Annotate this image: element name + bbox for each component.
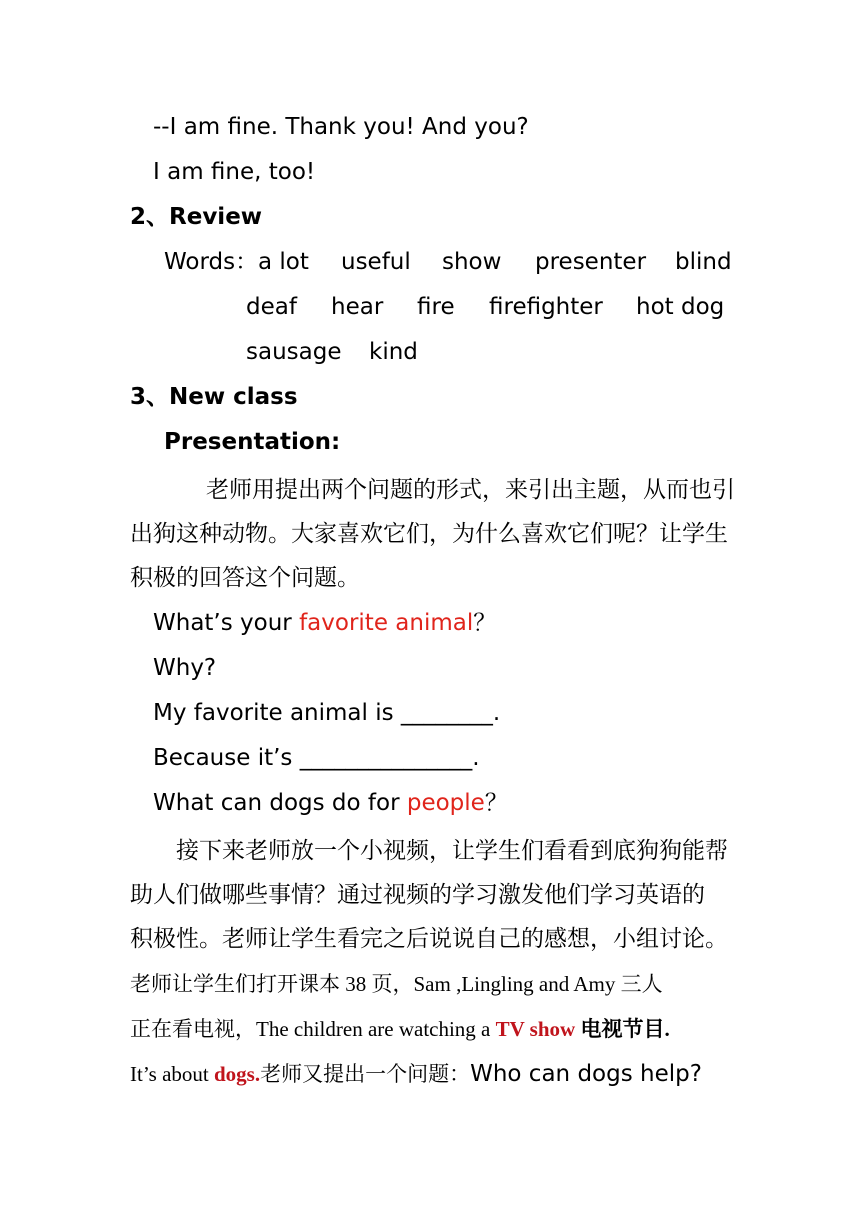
para3-question: Who can dogs help? xyxy=(470,1061,702,1087)
para2-line-2: 助人们做哪些事情？通过视频的学习激发他们学习英语的 xyxy=(130,882,705,908)
greeting-line-2: I am fine, too! xyxy=(153,159,316,185)
para1-line-1: 老师用提出两个问题的形式，来引出主题，从而也引 xyxy=(206,477,735,503)
question-text: What can dogs do for xyxy=(153,790,407,816)
word: blind xyxy=(675,249,732,275)
word: presenter xyxy=(535,249,647,275)
para1-line-3: 积极的回答这个问题。 xyxy=(130,565,360,591)
word: hear xyxy=(331,294,384,320)
para3-line-1: 老师让学生们打开课本 38 页，Sam ,Lingling and Amy 三人 xyxy=(130,972,663,996)
para3-line-3 xyxy=(130,1059,702,1089)
word: sausage xyxy=(246,339,342,365)
para3-text: It’s about xyxy=(130,1062,214,1086)
question-mark: ？ xyxy=(473,610,497,636)
para2-line-1: 接下来老师放一个小视频，让学生们看看到底狗狗能帮 xyxy=(176,838,728,864)
para3-text: 电视节目. xyxy=(575,1017,670,1041)
highlight-text: people xyxy=(406,790,485,816)
para2-line-3: 积极性。老师让学生看完之后说说自己的感想，小组讨论。 xyxy=(130,926,728,952)
question-mark: ？ xyxy=(484,790,508,816)
para3-text: 正在看电视，The children are watching a xyxy=(130,1017,496,1041)
word: fire xyxy=(417,294,455,320)
sentence-frame-2: Because it’s _______________. xyxy=(153,745,480,771)
sentence-frame-1: My favorite animal is ________. xyxy=(153,700,501,726)
para1-line-2: 出狗这种动物。大家喜欢它们，为什么喜欢它们呢？让学生 xyxy=(130,521,728,547)
word: a lot xyxy=(258,249,309,275)
words-label: Words： xyxy=(164,249,259,275)
question-dogs-do xyxy=(153,788,508,818)
para3-line-2 xyxy=(130,1014,670,1044)
question-why: Why? xyxy=(153,655,217,681)
question-favorite-animal xyxy=(153,608,496,638)
highlight-text: dogs. xyxy=(214,1062,261,1086)
presentation-heading: Presentation: xyxy=(164,429,341,455)
highlight-text: TV show xyxy=(495,1017,576,1041)
word: kind xyxy=(369,339,418,365)
word: firefighter xyxy=(489,294,603,320)
greeting-line-1: --I am fine. Thank you! And you? xyxy=(153,114,529,140)
new-class-heading: 3、New class xyxy=(130,384,298,410)
para3-text: 老师又提出一个问题： xyxy=(260,1062,471,1086)
question-text: What’s your xyxy=(153,610,300,636)
highlight-text: favorite animal xyxy=(299,610,474,636)
review-heading: 2、Review xyxy=(130,204,263,230)
word: hot dog xyxy=(636,294,725,320)
word: deaf xyxy=(246,294,297,320)
word: show xyxy=(442,249,502,275)
word: useful xyxy=(341,249,411,275)
